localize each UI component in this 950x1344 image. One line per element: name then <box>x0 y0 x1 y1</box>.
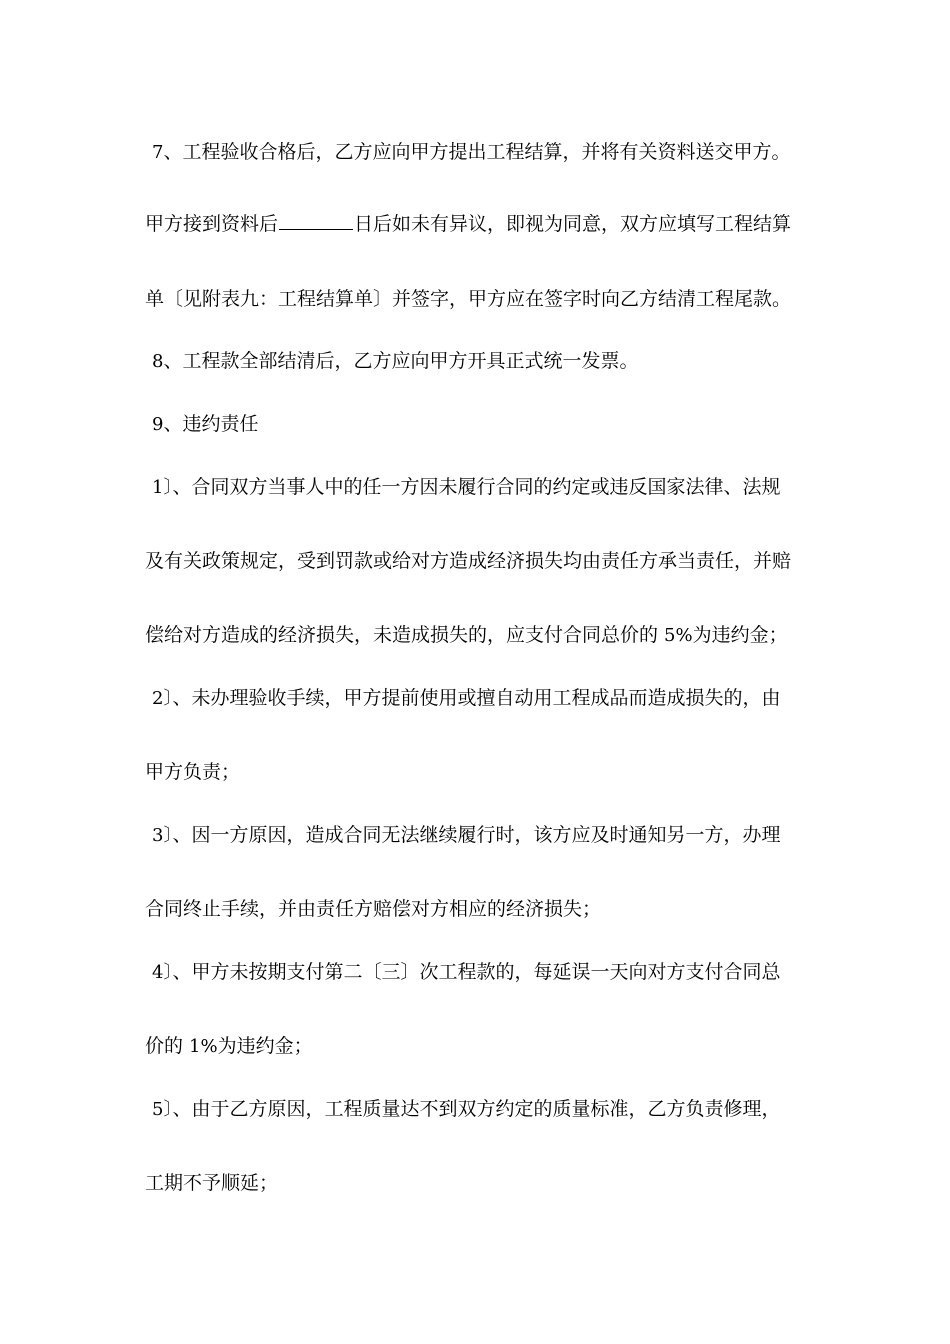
sub-clause-number: 3〕 <box>152 825 173 846</box>
clause-text: 、工程验收合格后，乙方应向甲方提出工程结算，并将有关资料送交甲方。 <box>163 141 791 163</box>
sub-clause-4 <box>152 959 812 986</box>
line-text-after: 为违约金； <box>692 624 788 646</box>
line-text: 合同终止手续，并由责任方赔偿对方相应的经济损失； <box>145 898 602 920</box>
sub-clause-number: 2〕 <box>152 688 173 709</box>
sub-clause-3 <box>152 822 812 849</box>
percentage: 5% <box>664 625 693 646</box>
sub-clause-2 <box>152 685 812 712</box>
line-text-before: 甲方接到资料后 <box>145 213 279 235</box>
clause-8 <box>152 348 812 375</box>
paragraph-line <box>145 211 805 237</box>
fill-in-blank <box>279 211 353 230</box>
line-text-before: 偿给对方造成的经济损失，未造成损失的，应支付合同总价的 <box>145 624 665 646</box>
sub-clause-number: 1〕 <box>152 477 173 498</box>
paragraph-line <box>145 896 805 922</box>
sub-clause-text: 、未办理验收手续，甲方提前使用或擅自动用工程成品而造成损失的，由 <box>172 687 781 709</box>
line-text-after: 为违约金； <box>217 1035 313 1057</box>
line-text: 甲方负责； <box>145 761 241 783</box>
line-text-after: 日后如未有异议，即视为同意，双方应填写工程结算 <box>354 213 792 235</box>
clause-text: 、工程款全部结清后，乙方应向甲方开具正式统一发票。 <box>163 350 639 372</box>
paragraph-line <box>145 622 805 649</box>
line-text: 工期不予顺延； <box>145 1172 279 1194</box>
paragraph-line <box>145 286 805 312</box>
sub-clause-5 <box>152 1096 812 1123</box>
clause-number: 7 <box>152 142 164 163</box>
paragraph-line <box>145 548 805 574</box>
clause-text: 、违约责任 <box>163 413 259 435</box>
line-text: 及有关政策规定，受到罚款或给对方造成经济损失均由责任方承当责任，并赔 <box>145 550 792 572</box>
paragraph-line <box>145 759 805 785</box>
clause-number: 9 <box>152 414 164 435</box>
percentage: 1% <box>189 1036 218 1057</box>
sub-clause-1 <box>152 474 812 501</box>
sub-clause-number: 5〕 <box>152 1099 173 1120</box>
line-text: 单〔见附表九：工程结算单〕并签字，甲方应在签字时向乙方结清工程尾款。 <box>145 288 792 310</box>
clause-9-heading <box>152 411 812 438</box>
paragraph-line <box>145 1170 805 1196</box>
sub-clause-text: 、合同双方当事人中的任一方因未履行合同的约定或违反国家法律、法规 <box>172 476 781 498</box>
sub-clause-text: 、甲方未按期支付第二〔三〕次工程款的，每延误一天向对方支付合同总 <box>172 961 781 983</box>
sub-clause-text: 、因一方原因，造成合同无法继续履行时，该方应及时通知另一方，办理 <box>172 824 781 846</box>
sub-clause-number: 4〕 <box>152 962 173 983</box>
clause-7 <box>152 139 812 166</box>
clause-number: 8 <box>152 351 164 372</box>
line-text-before: 价的 <box>145 1035 190 1057</box>
paragraph-line <box>145 1033 805 1060</box>
sub-clause-text: 、由于乙方原因，工程质量达不到双方约定的质量标准，乙方负责修理， <box>172 1098 781 1120</box>
